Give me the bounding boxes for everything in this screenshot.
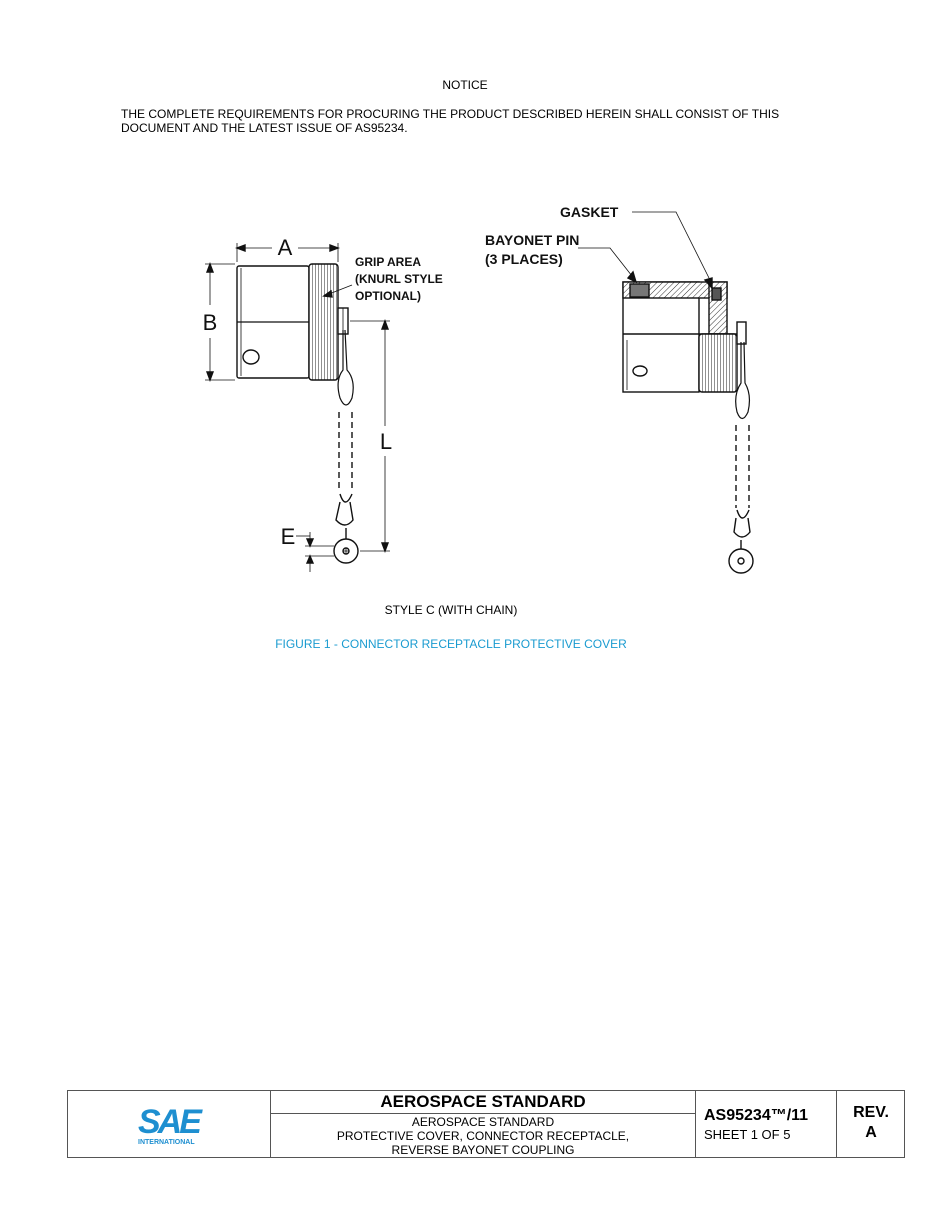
figure-caption: FIGURE 1 - CONNECTOR RECEPTACLE PROTECTIVE COVER: [275, 637, 627, 651]
notice-title: NOTICE: [442, 78, 488, 92]
dim-l-label: L: [379, 429, 393, 454]
standard-title: AEROSPACE STANDARD: [271, 1091, 695, 1114]
sae-logo-sub: INTERNATIONAL: [138, 1139, 195, 1146]
grip-label-1: GRIP AREA: [355, 255, 422, 269]
right-grip-knurl: [699, 334, 737, 392]
dim-a-label: A: [277, 235, 293, 260]
chain-loop: [338, 330, 353, 405]
dim-e-label: E: [280, 524, 296, 549]
title-sub-3: REVERSE BAYONET COUPLING: [391, 1143, 575, 1157]
bayonet-label-1: BAYONET PIN: [485, 232, 580, 248]
gasket: [712, 288, 721, 300]
dim-b-label: B: [202, 310, 218, 335]
title-description: [271, 1114, 695, 1157]
grip-label-2: (KNURL STYLE: [355, 272, 443, 286]
grip-knurl: [309, 264, 338, 380]
sae-logo: [136, 1101, 206, 1147]
sae-logo-text: SAE: [138, 1103, 199, 1141]
notice-body: THE COMPLETE REQUIREMENTS FOR PROCURING THE PRODUCT DESCRIBED HEREIN SHALL CONSIST OF THIS DOCUMENT AND THE LATEST ISSUE OF AS95234.: [121, 107, 780, 135]
rev-label: REV.: [853, 1104, 889, 1121]
title-sub-2: PROTECTIVE COVER, CONNECTOR RECEPTACLE,: [336, 1129, 630, 1143]
grip-label-3: OPTIONAL): [355, 289, 421, 303]
bayonet-pin: [630, 284, 649, 297]
doc-number-cell: [695, 1091, 836, 1157]
gasket-label: GASKET: [560, 204, 619, 220]
revision-cell: [836, 1091, 905, 1157]
doc-number: AS95234™/11: [704, 1107, 809, 1124]
title-block: [67, 1090, 905, 1158]
title-sub-1: AEROSPACE STANDARD: [411, 1115, 555, 1129]
vent-hole: [243, 350, 259, 364]
style-caption: STYLE C (WITH CHAIN): [384, 603, 518, 617]
logo-cell: [68, 1091, 270, 1157]
figure-drawing: [0, 190, 950, 590]
title-cell: [270, 1091, 695, 1157]
bayonet-label-2: (3 PLACES): [485, 251, 563, 267]
right-cover-view: [578, 212, 753, 573]
rev-value: A: [865, 1124, 877, 1141]
sheet-number: SHEET 1 OF 5: [704, 1127, 791, 1142]
